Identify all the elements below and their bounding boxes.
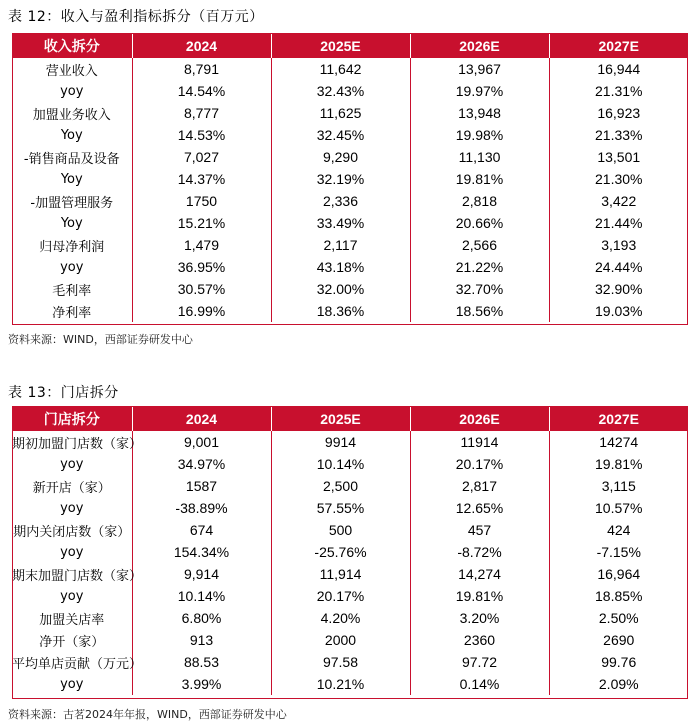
row-label-cell: 归母净利润 — [39, 239, 105, 255]
row-label-cell: -销售商品及设备 — [23, 151, 120, 167]
table-row — [12, 497, 688, 519]
table-row — [12, 80, 688, 102]
value-cell: 11,130 — [410, 146, 549, 168]
value-cell: 2,818 — [410, 190, 549, 212]
row-label-cell: yoy — [60, 500, 84, 516]
value-cell: 18.85% — [549, 585, 688, 607]
value-cell: 14.54% — [132, 80, 271, 102]
row-label-cell: yoy — [60, 83, 84, 99]
row-label-cell: 净利率 — [52, 305, 92, 321]
header-year-cell: 2024 — [132, 33, 271, 58]
table-row — [12, 585, 688, 607]
value-cell: 18.56% — [410, 300, 549, 322]
row-label-cell: yoy — [60, 259, 84, 275]
row-label-cell: 净开（家） — [39, 634, 105, 650]
value-cell: 11,625 — [271, 102, 410, 124]
value-cell: 2,117 — [271, 234, 410, 256]
value-cell: 97.58 — [271, 651, 410, 673]
table-row — [12, 475, 688, 497]
value-cell: 2,817 — [410, 475, 549, 497]
value-cell: 19.97% — [410, 80, 549, 102]
row-label-cell: 营业收入 — [45, 63, 98, 79]
row-label-cell: -加盟管理服务 — [30, 195, 114, 211]
value-cell: 6.80% — [132, 607, 271, 629]
value-cell: 19.81% — [410, 168, 549, 190]
header-year-cell: 2024 — [132, 406, 271, 431]
value-cell: 16,923 — [549, 102, 688, 124]
row-label-cell: Yoy — [60, 171, 83, 187]
value-cell: 32.70% — [410, 278, 549, 300]
row-label-cell: 平均单店贡献（万元） — [12, 656, 143, 672]
value-cell: 3,422 — [549, 190, 688, 212]
value-cell: 20.17% — [271, 585, 410, 607]
value-cell: 97.72 — [410, 651, 549, 673]
value-cell: 2360 — [410, 629, 549, 651]
table-row — [12, 234, 688, 256]
value-cell: 11,642 — [271, 58, 410, 80]
value-cell: 16,964 — [549, 563, 688, 585]
row-label-cell: 加盟关店率 — [39, 612, 105, 628]
table-row — [12, 124, 688, 146]
value-cell: 99.76 — [549, 651, 688, 673]
table-row — [12, 190, 688, 212]
value-cell: 34.97% — [132, 453, 271, 475]
value-cell: 2690 — [549, 629, 688, 651]
value-cell: 43.18% — [271, 256, 410, 278]
table-13-source: 资料来源：古茗2024年年报，WIND，西部证券研发中心 — [8, 708, 287, 721]
table-row — [12, 300, 688, 322]
revenue-profit-table — [12, 33, 688, 322]
header-year-cell: 2025E — [271, 406, 410, 431]
value-cell: 14274 — [549, 431, 688, 453]
table-row — [12, 519, 688, 541]
value-cell: 154.34% — [132, 541, 271, 563]
value-cell: 3,115 — [549, 475, 688, 497]
table-row — [12, 168, 688, 190]
value-cell: 9,290 — [271, 146, 410, 168]
value-cell: 30.57% — [132, 278, 271, 300]
value-cell: 9914 — [271, 431, 410, 453]
store-breakdown-table — [12, 406, 688, 695]
table-12-source: 资料来源：WIND，西部证券研发中心 — [8, 333, 193, 346]
value-cell: 19.98% — [410, 124, 549, 146]
table-header-row — [12, 406, 688, 431]
table-header-row — [12, 33, 688, 58]
table-row — [12, 431, 688, 453]
value-cell: 10.57% — [549, 497, 688, 519]
table-row — [12, 58, 688, 80]
value-cell: 15.21% — [132, 212, 271, 234]
table-row — [12, 541, 688, 563]
value-cell: 14.53% — [132, 124, 271, 146]
value-cell: 32.43% — [271, 80, 410, 102]
header-label-cell: 门店拆分 — [12, 406, 132, 431]
table-row — [12, 146, 688, 168]
header-year-cell: 2027E — [549, 406, 688, 431]
value-cell: 21.22% — [410, 256, 549, 278]
value-cell: -38.89% — [132, 497, 271, 519]
value-cell: 21.31% — [549, 80, 688, 102]
row-label-cell: yoy — [60, 676, 84, 692]
value-cell: 2000 — [271, 629, 410, 651]
table-row — [12, 256, 688, 278]
value-cell: 32.00% — [271, 278, 410, 300]
value-cell: 21.33% — [549, 124, 688, 146]
value-cell: 10.21% — [271, 673, 410, 695]
value-cell: 2,566 — [410, 234, 549, 256]
table-row — [12, 278, 688, 300]
header-year-cell: 2025E — [271, 33, 410, 58]
value-cell: 457 — [410, 519, 549, 541]
value-cell: 2.09% — [549, 673, 688, 695]
row-label-cell: yoy — [60, 456, 84, 472]
value-cell: 32.19% — [271, 168, 410, 190]
value-cell: 674 — [132, 519, 271, 541]
header-year-cell: 2026E — [410, 33, 549, 58]
value-cell: 1,479 — [132, 234, 271, 256]
row-label-cell: 期末加盟门店数（家） — [12, 568, 143, 584]
value-cell: 12.65% — [410, 497, 549, 519]
value-cell: 424 — [549, 519, 688, 541]
value-cell: 18.36% — [271, 300, 410, 322]
value-cell: 3.20% — [410, 607, 549, 629]
header-year-cell: 2026E — [410, 406, 549, 431]
row-label-cell: 加盟业务收入 — [32, 107, 111, 123]
value-cell: 19.81% — [410, 585, 549, 607]
value-cell: 1587 — [132, 475, 271, 497]
row-label-cell: 新开店（家） — [32, 480, 111, 496]
value-cell: 10.14% — [271, 453, 410, 475]
row-label-cell: 期内关闭店数（家） — [13, 524, 131, 540]
value-cell: 21.30% — [549, 168, 688, 190]
value-cell: 19.03% — [549, 300, 688, 322]
table-row — [12, 102, 688, 124]
value-cell: 24.44% — [549, 256, 688, 278]
value-cell: 9,001 — [132, 431, 271, 453]
value-cell: 1750 — [132, 190, 271, 212]
row-label-cell: Yoy — [60, 215, 83, 231]
value-cell: 2,336 — [271, 190, 410, 212]
row-label-cell: yoy — [60, 544, 84, 560]
value-cell: 500 — [271, 519, 410, 541]
table-13-title: 表 13：门店拆分 — [8, 385, 119, 401]
row-label-cell: yoy — [60, 588, 84, 604]
value-cell: 57.55% — [271, 497, 410, 519]
value-cell: 3.99% — [132, 673, 271, 695]
header-year-cell: 2027E — [549, 33, 688, 58]
value-cell: 7,027 — [132, 146, 271, 168]
value-cell: 32.45% — [271, 124, 410, 146]
value-cell: 8,777 — [132, 102, 271, 124]
value-cell: 16,944 — [549, 58, 688, 80]
table-row — [12, 453, 688, 475]
table-row — [12, 563, 688, 585]
row-label-cell: 期初加盟门店数（家） — [12, 436, 143, 452]
value-cell: 32.90% — [549, 278, 688, 300]
value-cell: 2,500 — [271, 475, 410, 497]
value-cell: 16.99% — [132, 300, 271, 322]
value-cell: -25.76% — [271, 541, 410, 563]
value-cell: 13,967 — [410, 58, 549, 80]
table-row — [12, 212, 688, 234]
value-cell: 10.14% — [132, 585, 271, 607]
value-cell: 2.50% — [549, 607, 688, 629]
row-label-cell: 毛利率 — [52, 283, 92, 299]
value-cell: 0.14% — [410, 673, 549, 695]
value-cell: 14,274 — [410, 563, 549, 585]
value-cell: 13,501 — [549, 146, 688, 168]
table-row — [12, 629, 688, 651]
value-cell: 11,914 — [271, 563, 410, 585]
value-cell: 20.66% — [410, 212, 549, 234]
value-cell: 36.95% — [132, 256, 271, 278]
value-cell: 4.20% — [271, 607, 410, 629]
value-cell: -7.15% — [549, 541, 688, 563]
value-cell: 88.53 — [132, 651, 271, 673]
value-cell: 913 — [132, 629, 271, 651]
value-cell: 11914 — [410, 431, 549, 453]
value-cell: 21.44% — [549, 212, 688, 234]
value-cell: 19.81% — [549, 453, 688, 475]
value-cell: -8.72% — [410, 541, 549, 563]
row-label-cell: Yoy — [60, 127, 83, 143]
header-label-cell: 收入拆分 — [12, 33, 132, 58]
value-cell: 9,914 — [132, 563, 271, 585]
table-row — [12, 651, 688, 673]
value-cell: 3,193 — [549, 234, 688, 256]
value-cell: 8,791 — [132, 58, 271, 80]
table-row — [12, 673, 688, 695]
table-12-title: 表 12：收入与盈利指标拆分（百万元） — [8, 9, 264, 25]
table-row — [12, 607, 688, 629]
value-cell: 20.17% — [410, 453, 549, 475]
value-cell: 14.37% — [132, 168, 271, 190]
value-cell: 33.49% — [271, 212, 410, 234]
value-cell: 13,948 — [410, 102, 549, 124]
